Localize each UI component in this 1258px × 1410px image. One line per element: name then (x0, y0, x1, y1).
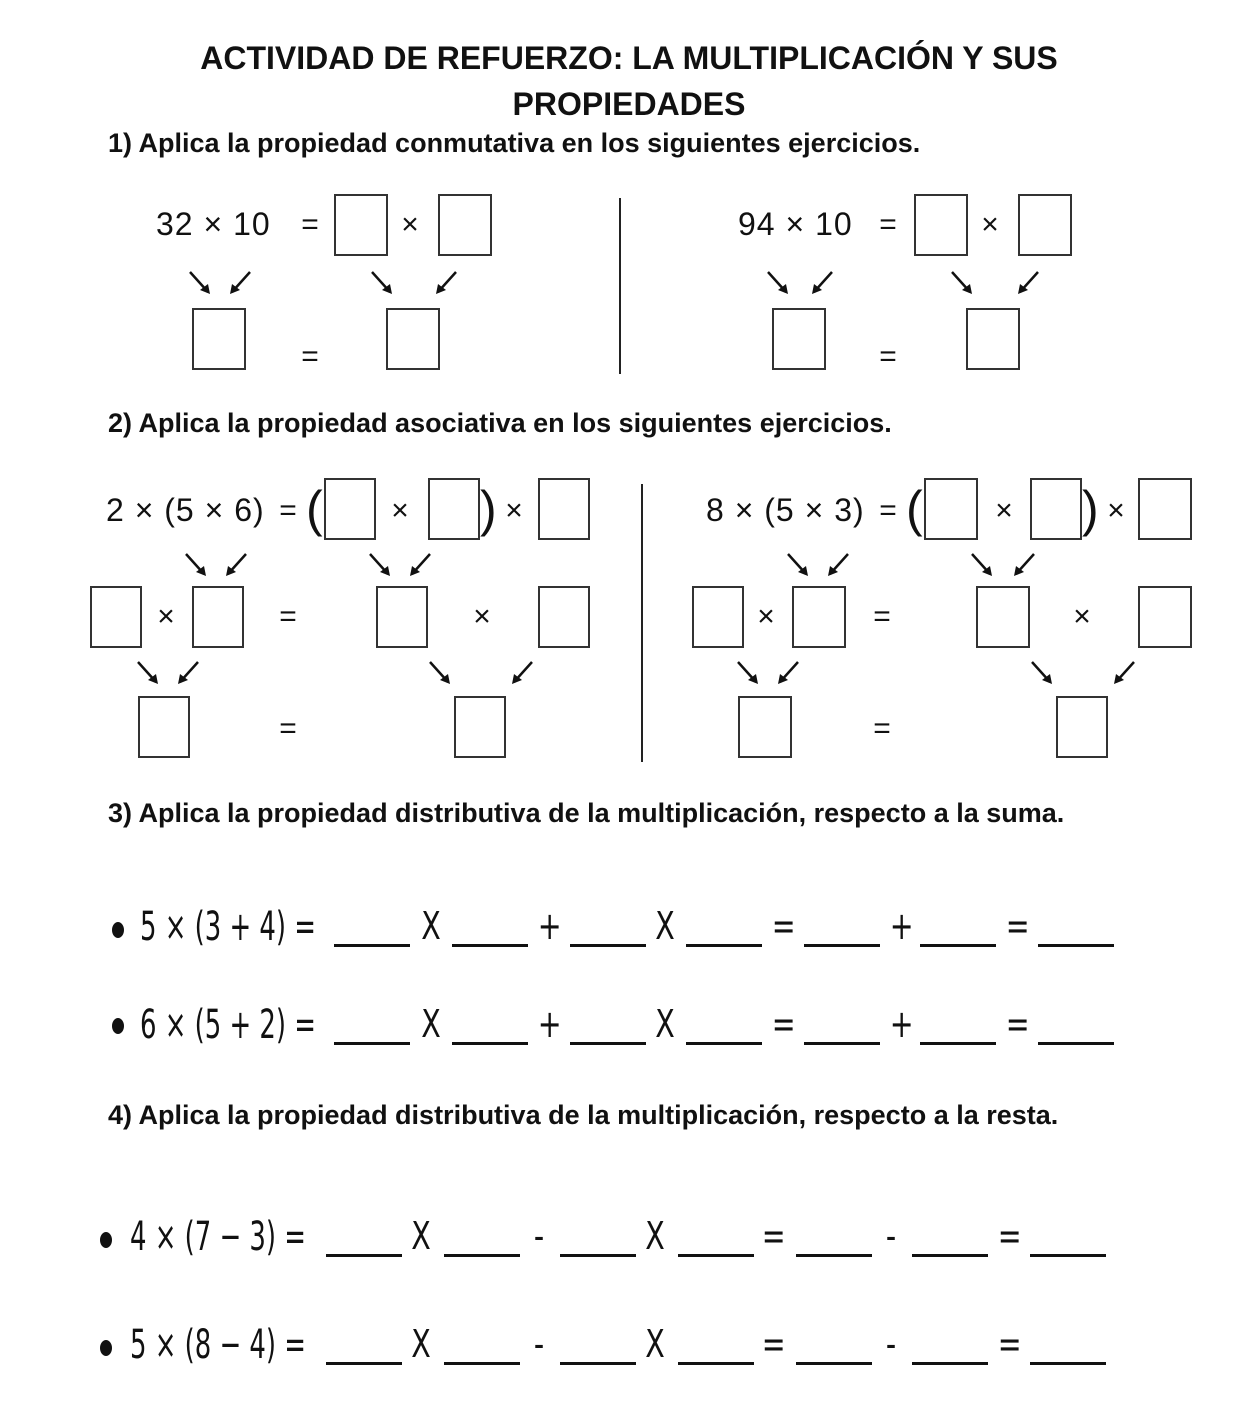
arrow-down-left-icon (508, 660, 534, 686)
arrow-down-left-icon (1014, 270, 1040, 296)
blank-line[interactable] (912, 1362, 988, 1365)
answer-box[interactable] (1056, 696, 1108, 758)
blank-line[interactable] (560, 1362, 636, 1365)
s3-item1-expression: 5 × (3 + 4) = (140, 904, 316, 950)
times-letter: X (411, 1214, 431, 1258)
bullet (112, 922, 124, 938)
blank-line[interactable] (1030, 1254, 1106, 1257)
times-letter: X (421, 904, 441, 948)
times-sign: × (157, 600, 175, 633)
plus-sign: + (889, 1002, 914, 1046)
answer-box[interactable] (538, 478, 590, 540)
arrow-down-right-icon (188, 270, 214, 296)
times-letter: X (655, 1002, 675, 1046)
equals-sign: = (279, 712, 297, 745)
arrow-down-left-icon (432, 270, 458, 296)
arrow-down-right-icon (184, 552, 210, 578)
times-sign: × (757, 600, 775, 633)
arrow-down-left-icon (222, 552, 248, 578)
arrow-down-left-icon (808, 270, 834, 296)
answer-box[interactable] (428, 478, 480, 540)
section1-heading: 1) Aplica la propiedad conmutativa en los siguientes ejercicios. (108, 128, 921, 158)
answer-box[interactable] (1018, 194, 1072, 256)
answer-box[interactable] (772, 308, 826, 370)
answer-box[interactable] (138, 696, 190, 758)
arrow-down-right-icon (368, 552, 394, 578)
arrow-down-left-icon (774, 660, 800, 686)
answer-box[interactable] (924, 478, 978, 540)
arrow-down-left-icon (824, 552, 850, 578)
page-title: ACTIVIDAD DE REFUERZO: LA MULTIPLICACIÓN Y SUS (200, 40, 1058, 76)
plus-sign: + (889, 904, 914, 948)
answer-box[interactable] (1138, 586, 1192, 648)
arrow-down-left-icon (406, 552, 432, 578)
bullet (112, 1018, 124, 1034)
column-divider (619, 198, 621, 374)
blank-line[interactable] (678, 1254, 754, 1257)
arrow-down-left-icon (174, 660, 200, 686)
equals-sign: = (771, 904, 796, 948)
blank-line[interactable] (804, 944, 880, 947)
times-letter: X (645, 1322, 665, 1366)
arrow-down-left-icon (1010, 552, 1036, 578)
equals-sign: = (279, 494, 297, 527)
bullet (100, 1340, 112, 1356)
blank-line[interactable] (570, 944, 646, 947)
times-sign: × (505, 494, 523, 527)
blank-line[interactable] (326, 1362, 402, 1365)
answer-box[interactable] (90, 586, 142, 648)
blank-line[interactable] (444, 1362, 520, 1365)
equals-sign: = (761, 1322, 786, 1366)
minus-sign: - (533, 1214, 545, 1258)
times-sign: × (1107, 494, 1125, 527)
equals-sign: = (873, 600, 891, 633)
arrow-down-left-icon (1110, 660, 1136, 686)
blank-line[interactable] (334, 944, 410, 947)
equals-sign: = (879, 494, 897, 527)
answer-box[interactable] (976, 586, 1030, 648)
answer-box[interactable] (966, 308, 1020, 370)
arrow-down-right-icon (786, 552, 812, 578)
blank-line[interactable] (452, 1042, 528, 1045)
minus-sign: - (885, 1214, 897, 1258)
arrow-down-right-icon (950, 270, 976, 296)
plus-sign: + (537, 904, 562, 948)
equals-sign: = (301, 208, 319, 241)
blank-line[interactable] (920, 944, 996, 947)
answer-box[interactable] (192, 308, 246, 370)
open-paren: ( (906, 481, 923, 537)
times-sign: × (401, 208, 419, 241)
blank-line[interactable] (678, 1362, 754, 1365)
answer-box[interactable] (692, 586, 744, 648)
bullet (100, 1232, 112, 1248)
minus-sign: - (885, 1322, 897, 1366)
answer-box[interactable] (792, 586, 846, 648)
arrow-down-left-icon (226, 270, 252, 296)
blank-line[interactable] (1038, 1042, 1114, 1045)
section2-heading: 2) Aplica la propiedad asociativa en los siguientes ejercicios. (108, 408, 892, 438)
blank-line[interactable] (1030, 1362, 1106, 1365)
blank-line[interactable] (686, 944, 762, 947)
equals-sign: = (997, 1322, 1022, 1366)
equals-sign: = (761, 1214, 786, 1258)
s4-item1-expression: 4 × (7 − 3) = (130, 1214, 306, 1260)
blank-line[interactable] (570, 1042, 646, 1045)
answer-box[interactable] (386, 308, 440, 370)
times-sign: × (995, 494, 1013, 527)
s3-item2-expression: 6 × (5 + 2) = (140, 1002, 316, 1048)
blank-line[interactable] (912, 1254, 988, 1257)
close-paren: ) (1082, 481, 1099, 537)
times-letter: X (655, 904, 675, 948)
s4-item2-expression: 5 × (8 − 4) = (130, 1322, 306, 1368)
equals-sign: = (1005, 1002, 1030, 1046)
answer-box[interactable] (1138, 478, 1192, 540)
blank-line[interactable] (560, 1254, 636, 1257)
equals-sign: = (873, 712, 891, 745)
s1-left-expression: 32 × 10 (156, 206, 271, 242)
equals-sign: = (879, 340, 897, 373)
times-sign: × (1073, 600, 1091, 633)
section3-heading: 3) Aplica la propiedad distributiva de la multiplicación, respecto a la suma. (108, 798, 1065, 828)
blank-line[interactable] (326, 1254, 402, 1257)
times-sign: × (473, 600, 491, 633)
equals-sign: = (301, 340, 319, 373)
answer-box[interactable] (454, 696, 506, 758)
times-sign: × (391, 494, 409, 527)
arrow-down-right-icon (370, 270, 396, 296)
equals-sign: = (997, 1214, 1022, 1258)
open-paren: ( (306, 481, 323, 537)
answer-box[interactable] (376, 586, 428, 648)
column-divider (641, 484, 643, 762)
answer-box[interactable] (324, 478, 376, 540)
times-letter: X (645, 1214, 665, 1258)
s2-left-expression: 2 × (5 × 6) (106, 492, 265, 528)
blank-line[interactable] (444, 1254, 520, 1257)
blank-line[interactable] (1038, 944, 1114, 947)
arrow-down-right-icon (428, 660, 454, 686)
page-title-line2: PROPIEDADES (512, 86, 746, 122)
arrow-down-right-icon (766, 270, 792, 296)
answer-box[interactable] (192, 586, 244, 648)
minus-sign: - (533, 1322, 545, 1366)
answer-box[interactable] (914, 194, 968, 256)
equals-sign: = (279, 600, 297, 633)
blank-line[interactable] (452, 944, 528, 947)
blank-line[interactable] (804, 1042, 880, 1045)
arrow-down-right-icon (1030, 660, 1056, 686)
blank-line[interactable] (920, 1042, 996, 1045)
section4-heading: 4) Aplica la propiedad distributiva de la multiplicación, respecto a la resta. (108, 1100, 1059, 1130)
answer-box[interactable] (438, 194, 492, 256)
s1-right-expression: 94 × 10 (738, 206, 853, 242)
equals-sign: = (771, 1002, 796, 1046)
arrow-down-right-icon (736, 660, 762, 686)
arrow-down-right-icon (970, 552, 996, 578)
answer-box[interactable] (1030, 478, 1082, 540)
answer-box[interactable] (334, 194, 388, 256)
equals-sign: = (879, 208, 897, 241)
times-letter: X (411, 1322, 431, 1366)
blank-line[interactable] (796, 1254, 872, 1257)
close-paren: ) (480, 481, 497, 537)
blank-line[interactable] (796, 1362, 872, 1365)
blank-line[interactable] (686, 1042, 762, 1045)
answer-box[interactable] (538, 586, 590, 648)
equals-sign: = (1005, 904, 1030, 948)
s2-right-expression: 8 × (5 × 3) (706, 492, 865, 528)
blank-line[interactable] (334, 1042, 410, 1045)
times-letter: X (421, 1002, 441, 1046)
times-sign: × (981, 208, 999, 241)
arrow-down-right-icon (136, 660, 162, 686)
plus-sign: + (537, 1002, 562, 1046)
answer-box[interactable] (738, 696, 792, 758)
